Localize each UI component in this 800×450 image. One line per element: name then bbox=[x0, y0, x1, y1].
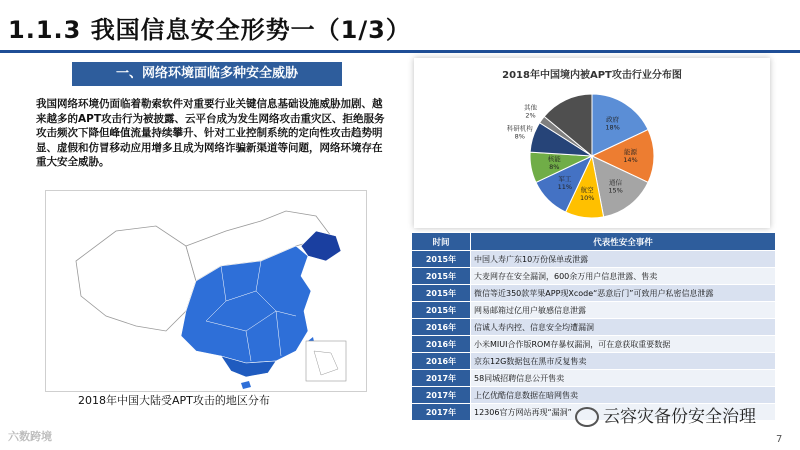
row-event: 中国人寿广东10万份保单或泄露 bbox=[471, 251, 776, 268]
china-map bbox=[45, 190, 367, 392]
table-row bbox=[412, 251, 776, 268]
pie-slice-value: 8% bbox=[549, 163, 560, 172]
pie-slice-value: 14% bbox=[623, 156, 638, 164]
row-year: 2015年 bbox=[412, 268, 471, 285]
pie-slice-label: 军工 bbox=[558, 175, 572, 184]
pie-slice-label: 科研机构 bbox=[506, 124, 533, 133]
pie-slice-label: 通信 bbox=[609, 178, 623, 187]
table-row bbox=[412, 268, 776, 285]
pie-slice-value: 15% bbox=[608, 186, 623, 195]
pie-slice-label: 核能 bbox=[547, 155, 561, 164]
map-caption: 2018年中国大陆受APT攻击的地区分布 bbox=[78, 394, 270, 407]
pie-slice-value: 8% bbox=[514, 132, 525, 141]
pie-slice-label: 能源 bbox=[623, 148, 637, 156]
row-event: 12306官方网站再现“漏洞” bbox=[471, 404, 776, 421]
table-header-time: 时间 bbox=[412, 233, 471, 251]
pie-slice-value: 2% bbox=[525, 111, 536, 120]
watermark-text: 云容灾备份安全治理 bbox=[603, 407, 756, 427]
row-year: 2016年 bbox=[412, 353, 471, 370]
table-row bbox=[412, 336, 776, 353]
wechat-icon bbox=[575, 407, 599, 427]
row-event: 58同城招聘信息公开售卖 bbox=[471, 370, 776, 387]
row-event: 大麦网存在安全漏洞，600余万用户信息泄露、售卖 bbox=[471, 268, 776, 285]
brand-logo: 六数跨境 bbox=[8, 430, 52, 443]
pie-chart-card bbox=[414, 58, 770, 228]
pie-slice-value: 10% bbox=[579, 194, 595, 203]
pie-slice-value: 11% bbox=[557, 183, 573, 192]
chart-title: 2018年中国境内被APT攻击行业分布图 bbox=[502, 70, 682, 81]
south-china-sea-inset bbox=[306, 341, 346, 381]
wechat-watermark bbox=[575, 402, 756, 427]
row-event: 信诚人寿内控、信息安全均遭漏洞 bbox=[471, 319, 776, 336]
table-row bbox=[412, 370, 776, 387]
map-region-west bbox=[76, 226, 196, 331]
row-event: 微信等近350款苹果APP现Xcode“恶意后门”可致用户私密信息泄露 bbox=[471, 285, 776, 302]
page-title: 1.1.3 我国信息安全形势一（1/3） bbox=[8, 16, 411, 44]
map-graphic bbox=[46, 191, 366, 391]
table-row bbox=[412, 319, 776, 336]
title-divider bbox=[0, 50, 800, 53]
section-banner: 一、网络环境面临多种安全威胁 bbox=[72, 62, 342, 86]
pie-slice-label: 航空 bbox=[580, 186, 594, 195]
row-event: 网易邮箱过亿用户敏感信息泄露 bbox=[471, 302, 776, 319]
map-region-hainan bbox=[241, 381, 251, 389]
row-year: 2016年 bbox=[412, 336, 471, 353]
body-paragraph: 我国网络环境仍面临着勒索软件对重要行业关键信息基础设施威胁加剧、越来越多的APT攻击行为被披露、云平台成为发生网络攻击重灾区、拒绝服务攻击频次下降但峰值流量持续攀升、针对工业控制系统的定向性攻击趋势明显、虚假和仿冒移动应用增多且成为网络诈骗新渠道等问题，网络环境存在重大安全威胁。 bbox=[36, 98, 385, 168]
pie-slice-label: 其他 bbox=[524, 103, 538, 112]
row-event: 上亿优酷信息数据在暗网售卖 bbox=[471, 387, 776, 404]
row-year: 2015年 bbox=[412, 285, 471, 302]
row-year: 2015年 bbox=[412, 251, 471, 268]
table-row bbox=[412, 353, 776, 370]
row-year: 2017年 bbox=[412, 387, 471, 404]
table-row bbox=[412, 302, 776, 319]
pie-slice-value: 18% bbox=[605, 123, 620, 132]
table-header-event: 代表性安全事件 bbox=[471, 233, 776, 251]
row-event: 小米MIUI合作版ROM存暴权漏洞，可在意获取重要数据 bbox=[471, 336, 776, 353]
row-year: 2016年 bbox=[412, 319, 471, 336]
row-year: 2017年 bbox=[412, 370, 471, 387]
security-events-table bbox=[411, 232, 776, 421]
table-row bbox=[412, 387, 776, 404]
page-number: 7 bbox=[776, 434, 783, 445]
row-year: 2017年 bbox=[412, 404, 471, 421]
pie-chart bbox=[414, 58, 770, 228]
pie-slice-label: 政府 bbox=[606, 115, 620, 124]
row-event: 京东12G数据包在黑市反复售卖 bbox=[471, 353, 776, 370]
row-year: 2015年 bbox=[412, 302, 471, 319]
table-row bbox=[412, 285, 776, 302]
